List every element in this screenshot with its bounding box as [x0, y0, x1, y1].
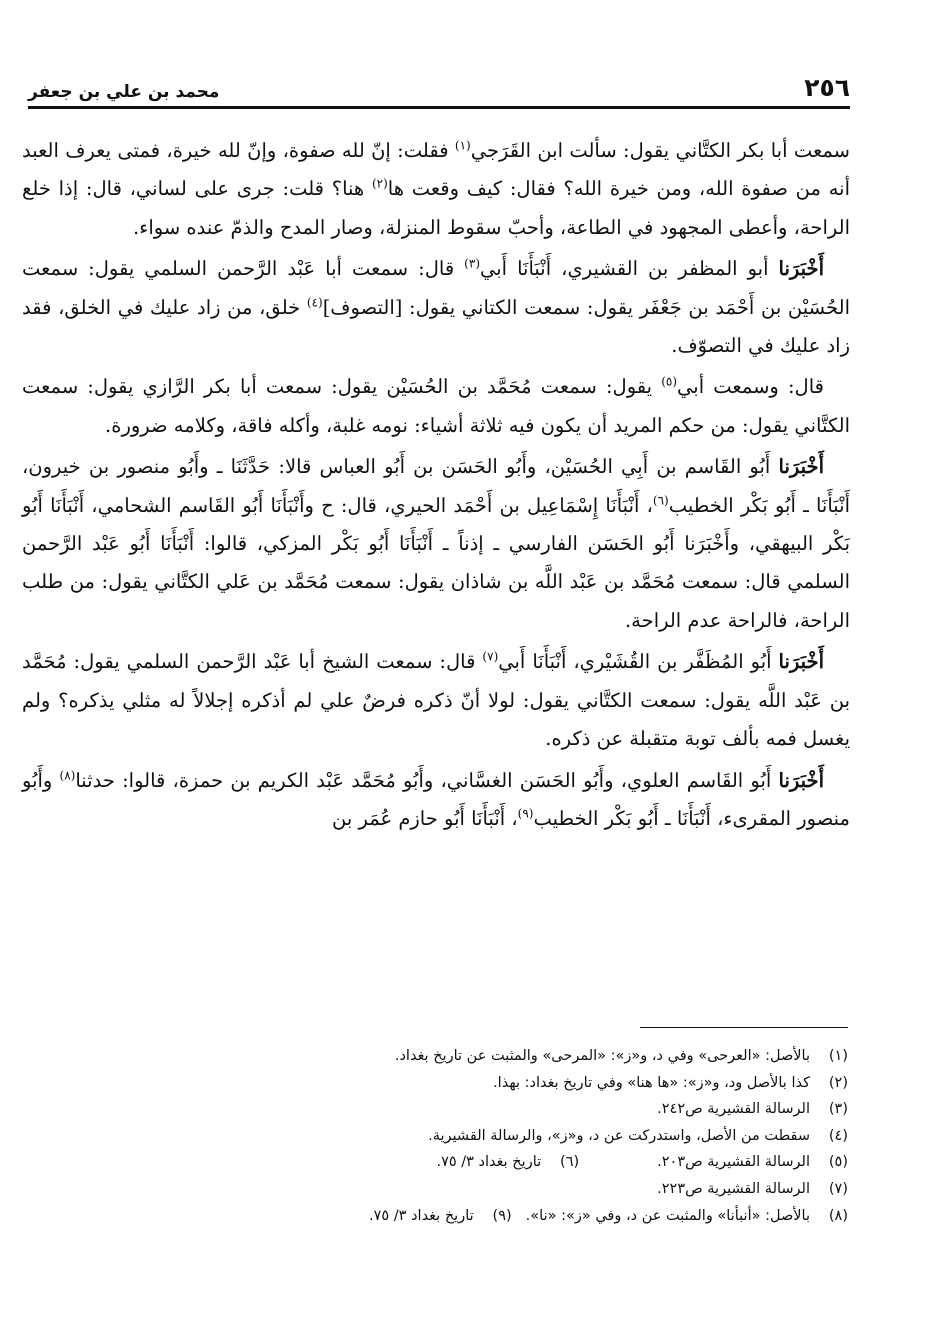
- footnote: [657, 1149, 848, 1176]
- text-run: أَبُو القَاسم بن أَبِي الحُسَيْن، وأَبُو الحَسَن بن أَبُو العباس قالا: حَدَّثَنَا ـ وأَبُو منصور بن خيرون، أَنْبَأَنَا ـ أَبُو بَكْر الخطيب: [22, 455, 850, 517]
- footnote-text: الرسالة القشيرية ص٢٤٢.: [657, 1101, 810, 1118]
- footnote: [369, 1203, 512, 1230]
- footnote-ref: (٤): [306, 295, 323, 310]
- text-run: خلق، من زاد عليك في الخلق، فقد زاد عليك في التصوّف.: [22, 295, 850, 358]
- text-run: فقلت: إنّ لله صفوة، وإنّ لله خيرة، فمتى يعرف العبد أنه من صفوة الله، ومن خيرة الله؟ فقال: كيف وقعت ها: [22, 139, 851, 201]
- text-run: وأَبُو منصور المقرىء، أَنْبَأَنَا ـ أَبُو بَكْر الخطيب: [22, 768, 850, 830]
- footnote: [120, 1043, 848, 1070]
- footnote-ref: (٧): [482, 649, 499, 664]
- page-number: ٢٥٦: [804, 73, 850, 102]
- footnote-text: كذا بالأصل ود، و«ز»: «ها هنا» وفي تاريخ بغداد: بهذا.: [493, 1074, 810, 1091]
- paragraph: [22, 132, 850, 247]
- footnote-text: بالأصل: «العرحى» وفي د، و«ز»: «المرحى» والمثبت عن تاريخ بغداد.: [394, 1048, 810, 1064]
- main-text: [22, 132, 850, 841]
- paragraph: [22, 250, 850, 365]
- footnote-number: (٦): [560, 1154, 580, 1171]
- footnote-number: (٧): [828, 1180, 848, 1197]
- text-run: أَبُو المُظَفَّر بن القُشَيْري، أَنْبَأَنَا أَبي: [498, 650, 779, 674]
- footnote: [120, 1070, 848, 1097]
- footnote-number: (٨): [828, 1207, 848, 1224]
- text-run: قال: سمعت أبا عَبْد الرَّحمن السلمي يقول: سمعت الحُسَيْن بن أَحْمَد بن جَعْفَر يقول: سمعت الكتاني يقول: [التصوف]: [22, 257, 850, 319]
- footnote-ref: (٢): [371, 176, 388, 191]
- footnote-number: (٩): [492, 1207, 512, 1224]
- text-run: سمعت أبا بكر الكتَّاني يقول: سألت ابن القَرَجي: [470, 139, 850, 162]
- footnote-number: (٣): [828, 1101, 848, 1118]
- footnote-text: بالأصل: «أنبأنا» والمثبت عن د، وفي «ز»: «نا».: [525, 1207, 810, 1224]
- running-title: محمد بن علي بن جعفر: [28, 82, 220, 102]
- footnote-text: تاريخ بغداد ٣/ ٧٥.: [436, 1154, 542, 1171]
- footnote-number: (٤): [828, 1127, 848, 1144]
- footnote-text: تاريخ بغداد ٣/ ٧٥.: [368, 1207, 474, 1224]
- paragraph: [22, 448, 850, 640]
- footnote: [120, 1176, 848, 1203]
- narration-keyword: أَخْبَرَنا: [778, 650, 824, 674]
- text-run: ، أَنْبَأَنَا أَبُو حازم عُمَر بن: [331, 806, 518, 830]
- footnote-text: الرسالة القشيرية ص٢٠٣.: [657, 1154, 810, 1171]
- narration-keyword: أَخْبَرَنا: [778, 768, 824, 792]
- footnote-ref: (٩): [517, 806, 534, 821]
- footnote-ref: (٨): [59, 768, 76, 782]
- footnote-number: (٥): [828, 1154, 848, 1171]
- paragraph: [22, 762, 850, 839]
- text-run: هنا؟ قلت: جرى على لساني، قال: إذا خلع الراحة، وأعطى المجهود في الطاعة، وأحبّ سقوط المنزلة، وصار المدح والذمّ عنده سواء.: [22, 177, 850, 239]
- footnote-row: [120, 1149, 848, 1176]
- paragraph: [22, 643, 850, 758]
- text-run: ، أَنْبَأَنَا إِسْمَاعِيل بن أَحْمَد الحيري، قال: ح وأَنْبَأَنَا أَبُو القَاسم الشحامي، أَنْبَأَنَا أَبُو بَكْر البيهقي، وأَخْبَرَنا أَبُو الحَسَن الفارسي ـ إذناً ـ أَنْبَأَنَا أَبُو بَكْر المزكي، قالوا: أَنْبَأَنَا أَبُو عَبْد الرَّحمن السلمي قال: سمعت مُحَمَّد بن عَبْد اللَّه بن شاذان يقول: سمعت مُحَمَّد بن عَلي الكتَّاني يقول: من طلب الراحة، فالراحة عدم الراحة.: [22, 493, 850, 632]
- paragraph: [22, 368, 850, 445]
- text-run: أَبُو القَاسم العلوي، وأَبُو الحَسَن الغسَّاني، وأَبُو مُحَمَّد عَبْد الكريم بن حمزة، قالوا: حدثنا: [75, 768, 779, 792]
- footnote-ref: (٣): [464, 256, 480, 271]
- footnote-divider: [640, 1027, 848, 1028]
- footnote: [436, 1149, 579, 1176]
- text-run: يقول: سمعت مُحَمَّد بن الحُسَيْن يقول: سمعت أبا بكر الرَّازي يقول: سمعت الكتَّاني يقول: من حكم المريد أن يكون فيه ثلاثة أشياء: نومه غلبة، وأكله فاقة، وكلامه ضرورة.: [22, 375, 850, 437]
- page-header: [28, 58, 850, 109]
- footnote-ref: (٦): [652, 493, 669, 508]
- footnote: [120, 1123, 848, 1150]
- footnote-number: (١): [828, 1048, 848, 1064]
- text-run: أبو المظفر بن القشيري، أَنْبَأَنَا أَبي: [480, 257, 779, 281]
- footnote-row: [120, 1203, 848, 1230]
- narration-keyword: أَخْبَرَنا: [778, 455, 824, 479]
- narration-keyword: أَخْبَرَنا: [778, 257, 824, 281]
- footnote: [526, 1203, 848, 1230]
- footnote-number: (٢): [828, 1074, 848, 1091]
- text-run: قال: وسمعت أبي: [677, 375, 824, 399]
- text-run: قال: سمعت الشيخ أبا عَبْد الرَّحمن السلمي يقول: مُحَمَّد بن عَبْد اللَّه يقول: سمعت الكتَّاني يقول: لولا أنّ ذكره فرضٌ علي لم أذكره إجلالاً له مثلي يذكره؟ ولم يغسل فمه بألف توبة متقبلة عن ذكره.: [22, 650, 850, 751]
- footnote-ref: (١): [454, 138, 471, 153]
- footnote-ref: (٥): [661, 374, 678, 389]
- footnote-text: الرسالة القشيرية ص٢٢٣.: [657, 1180, 810, 1197]
- footnote: [120, 1096, 848, 1123]
- footnote-text: سقطت من الأصل، واستدركت عن د، و«ز»، والرسالة القشيرية.: [428, 1127, 810, 1144]
- footnotes: [120, 1043, 848, 1229]
